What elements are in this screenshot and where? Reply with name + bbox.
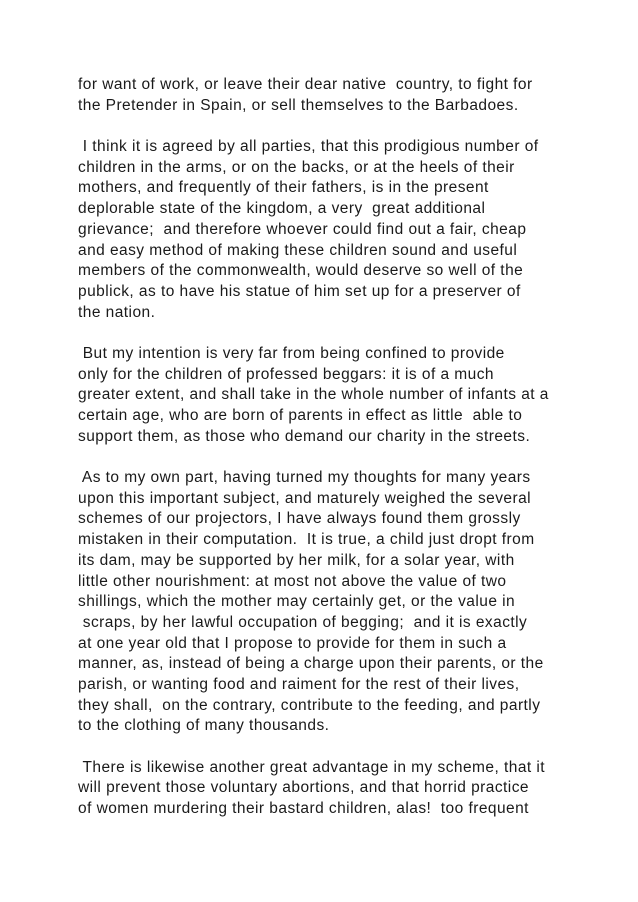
text-line: the Pretender in Spain, or sell themselves to the Barbadoes. [78,96,519,114]
text-line: There is likewise another great advantage in my scheme, that it [78,758,546,776]
paragraph [78,344,618,447]
text-line: and easy method of making these children sound and useful [78,241,518,259]
text-line: they shall, on the contrary, contribute to the feeding, and partly [78,696,541,714]
text-line: only for the children of professed beggars: it is of a much [78,365,494,383]
text-line: mistaken in their computation. It is true, a child just dropt from [78,531,535,549]
text-line: upon this important subject, and maturely weighed the several [78,489,532,507]
text-line: certain age, who are born of parents in effect as little able to [78,407,523,424]
text-line: members of the commonwealth, would deserve so well of the [78,262,524,280]
text-line: support them, as those who demand our charity in the streets. [78,427,531,445]
text-line: the nation. [78,303,156,321]
text-line: greater extent, and shall take in the whole number of infants at a [78,386,549,404]
text-line: to the clothing of many thousands. [78,717,330,735]
text-line: manner, as, instead of being a charge upon their parents, or the [78,655,544,673]
text-line: scraps, by her lawful occupation of begging; and it is exactly [78,613,528,631]
paragraph [78,75,618,116]
paragraph [78,758,618,820]
text-line: its dam, may be supported by her milk, for a solar year, with [78,551,515,569]
text-line: for want of work, or leave their dear native country, to fight for [78,76,533,93]
text-line: of women murdering their bastard children, alas! too frequent [78,800,529,818]
text-line: But my intention is very far from being confined to provide [78,344,505,362]
text-line: mothers, and frequently of their fathers, is in the present [78,179,489,197]
text-line: I think it is agreed by all parties, that this prodigious number of [78,138,539,156]
text-line: schemes of our projectors, I have always found them grossly [78,510,521,528]
paragraph [78,468,618,737]
text-line: deplorable state of the kingdom, a very great additional [78,200,486,218]
paragraph [78,137,618,323]
text-line: parish, or wanting food and raiment for the rest of their lives, [78,675,520,693]
text-line: grievance; and therefore whoever could find out a fair, cheap [78,220,527,238]
text-line: will prevent those voluntary abortions, and that horrid practice [78,779,529,797]
text-line: publick, as to have his statue of him set up for a preserver of [78,282,521,300]
text-line: shillings, which the mother may certainly get, or the value in [78,593,516,611]
text-line: children in the arms, or on the backs, or at the heels of their [78,158,515,176]
text-line: at one year old that I propose to provide for them in such a [78,634,507,652]
text-line: little other nourishment: at most not above the value of two [78,572,507,590]
text-line: As to my own part, having turned my thoughts for many years [78,469,531,487]
document-body [78,75,618,840]
